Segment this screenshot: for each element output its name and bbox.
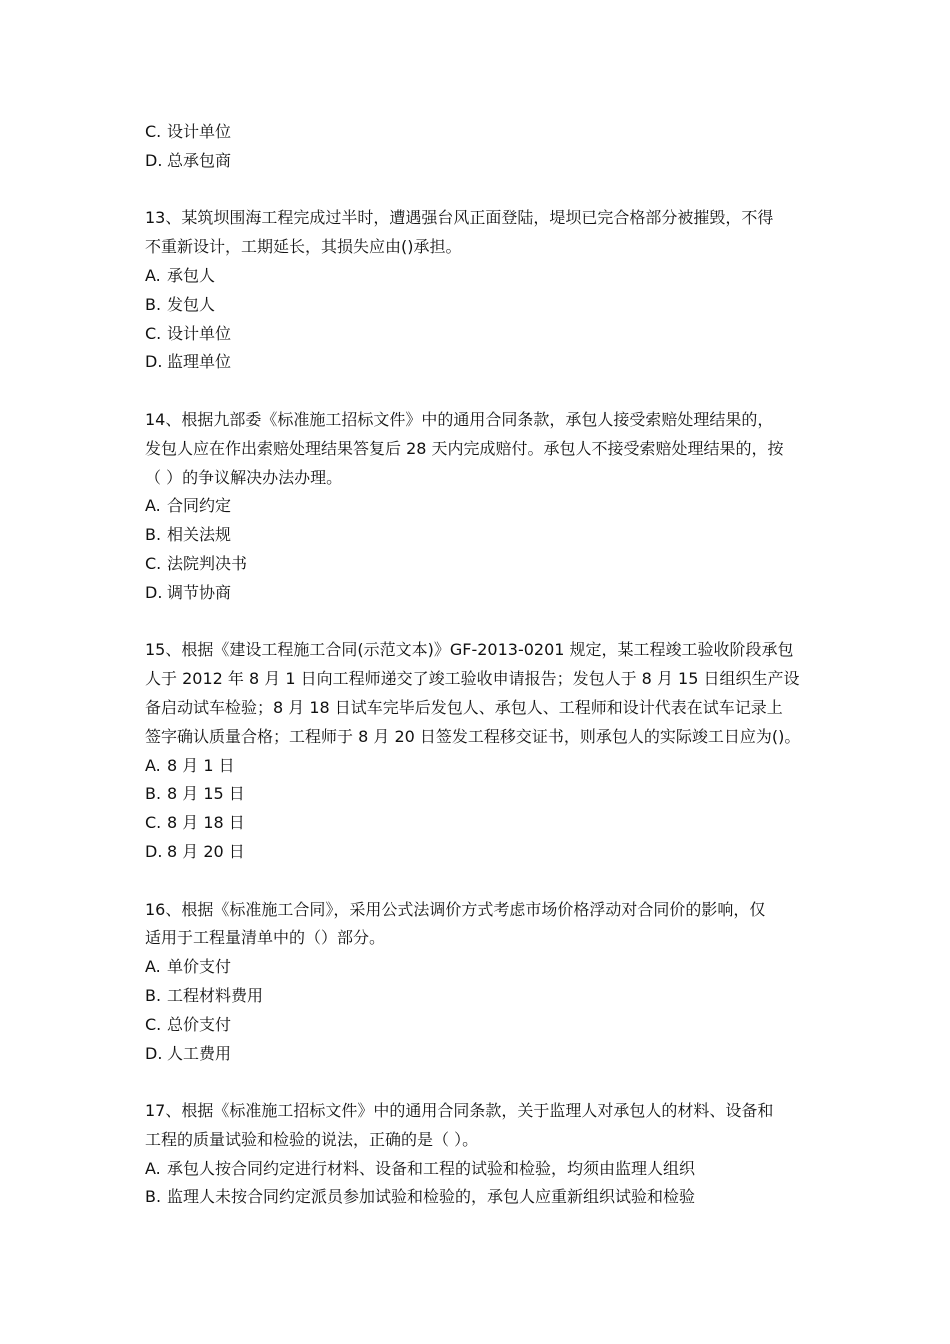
option-c: C. 8 月 18 日 <box>145 813 245 833</box>
question-stem-line: 适用于工程量清单中的（）部分。 <box>145 928 386 948</box>
option-b: B. 8 月 15 日 <box>145 784 245 804</box>
option-c: C. 总价支付 <box>145 1014 232 1034</box>
question-stem-line: 备启动试车检验；8 月 18 日试车完毕后发包人、承包人、工程师和设计代表在试车记录上 <box>145 697 783 717</box>
question-stem-line: 人于 2012 年 8 月 1 日向工程师递交了竣工验收申请报告；发包人于 8 月 15 日组织生产设 <box>145 669 800 689</box>
option-d: D. 总承包商 <box>145 150 232 170</box>
question-stem-line: 15、根据《建设工程施工合同(示范文本)》GF-2013-0201 规定，某工程竣工验收阶段承包 <box>145 640 794 660</box>
option-b: B. 工程材料费用 <box>145 985 264 1005</box>
option-c: C. 法院判决书 <box>145 553 248 573</box>
option-d: D. 监理单位 <box>145 352 232 372</box>
question-stem-line: （ ）的争议解决办法办理。 <box>145 467 343 487</box>
option-d: D. 调节协商 <box>145 582 232 602</box>
option-b: B. 发包人 <box>145 294 216 314</box>
question-stem-line: 17、根据《标准施工招标文件》中的通用合同条款，关于监理人对承包人的材料、设备和 <box>145 1101 774 1121</box>
option-a: A. 承包人 <box>145 265 216 285</box>
question-stem-line: 13、某筑坝围海工程完成过半时，遭遇强台风正面登陆，堤坝已完合格部分被摧毁，不得 <box>145 208 774 228</box>
question-13 <box>145 204 815 377</box>
question-17 <box>145 1097 815 1212</box>
option-c: C. 设计单位 <box>145 323 232 343</box>
question-stem-line: 14、根据九部委《标准施工招标文件》中的通用合同条款，承包人接受索赔处理结果的， <box>145 409 774 429</box>
question-14 <box>145 406 815 608</box>
option-a: A. 8 月 1 日 <box>145 755 235 775</box>
question-stem-line: 签字确认质量合格；工程师于 8 月 20 日签发工程移交证书，则承包人的实际竣工日应为()。 <box>145 726 801 746</box>
question-stem-line: 16、根据《标准施工合同》，采用公式法调价方式考虑市场价格浮动对合同价的影响，仅 <box>145 899 766 919</box>
document-page <box>145 118 815 1212</box>
option-a: A. 单价支付 <box>145 957 232 977</box>
question-stem-line: 工程的质量试验和检验的说法，正确的是（ ）。 <box>145 1129 479 1149</box>
option-d: D. 8 月 20 日 <box>145 841 245 861</box>
question-stem-line: 发包人应在作出索赔处理结果答复后 28 天内完成赔付。承包人不接受索赔处理结果的，按 <box>145 438 784 458</box>
option-d: D. 人工费用 <box>145 1043 232 1063</box>
option-b: B. 监理人未按合同约定派员参加试验和检验的，承包人应重新组织试验和检验 <box>145 1187 696 1207</box>
question-stem-line: 不重新设计，工期延长，其损失应由()承担。 <box>145 237 462 257</box>
question-15 <box>145 636 815 866</box>
option-a: A. 合同约定 <box>145 496 232 516</box>
option-b: B. 相关法规 <box>145 525 232 545</box>
option-c: C. 设计单位 <box>145 122 232 141</box>
option-a: A. 承包人按合同约定进行材料、设备和工程的试验和检验，均须由监理人组织 <box>145 1158 696 1178</box>
question-16 <box>145 896 815 1069</box>
question-12-options <box>145 118 815 176</box>
